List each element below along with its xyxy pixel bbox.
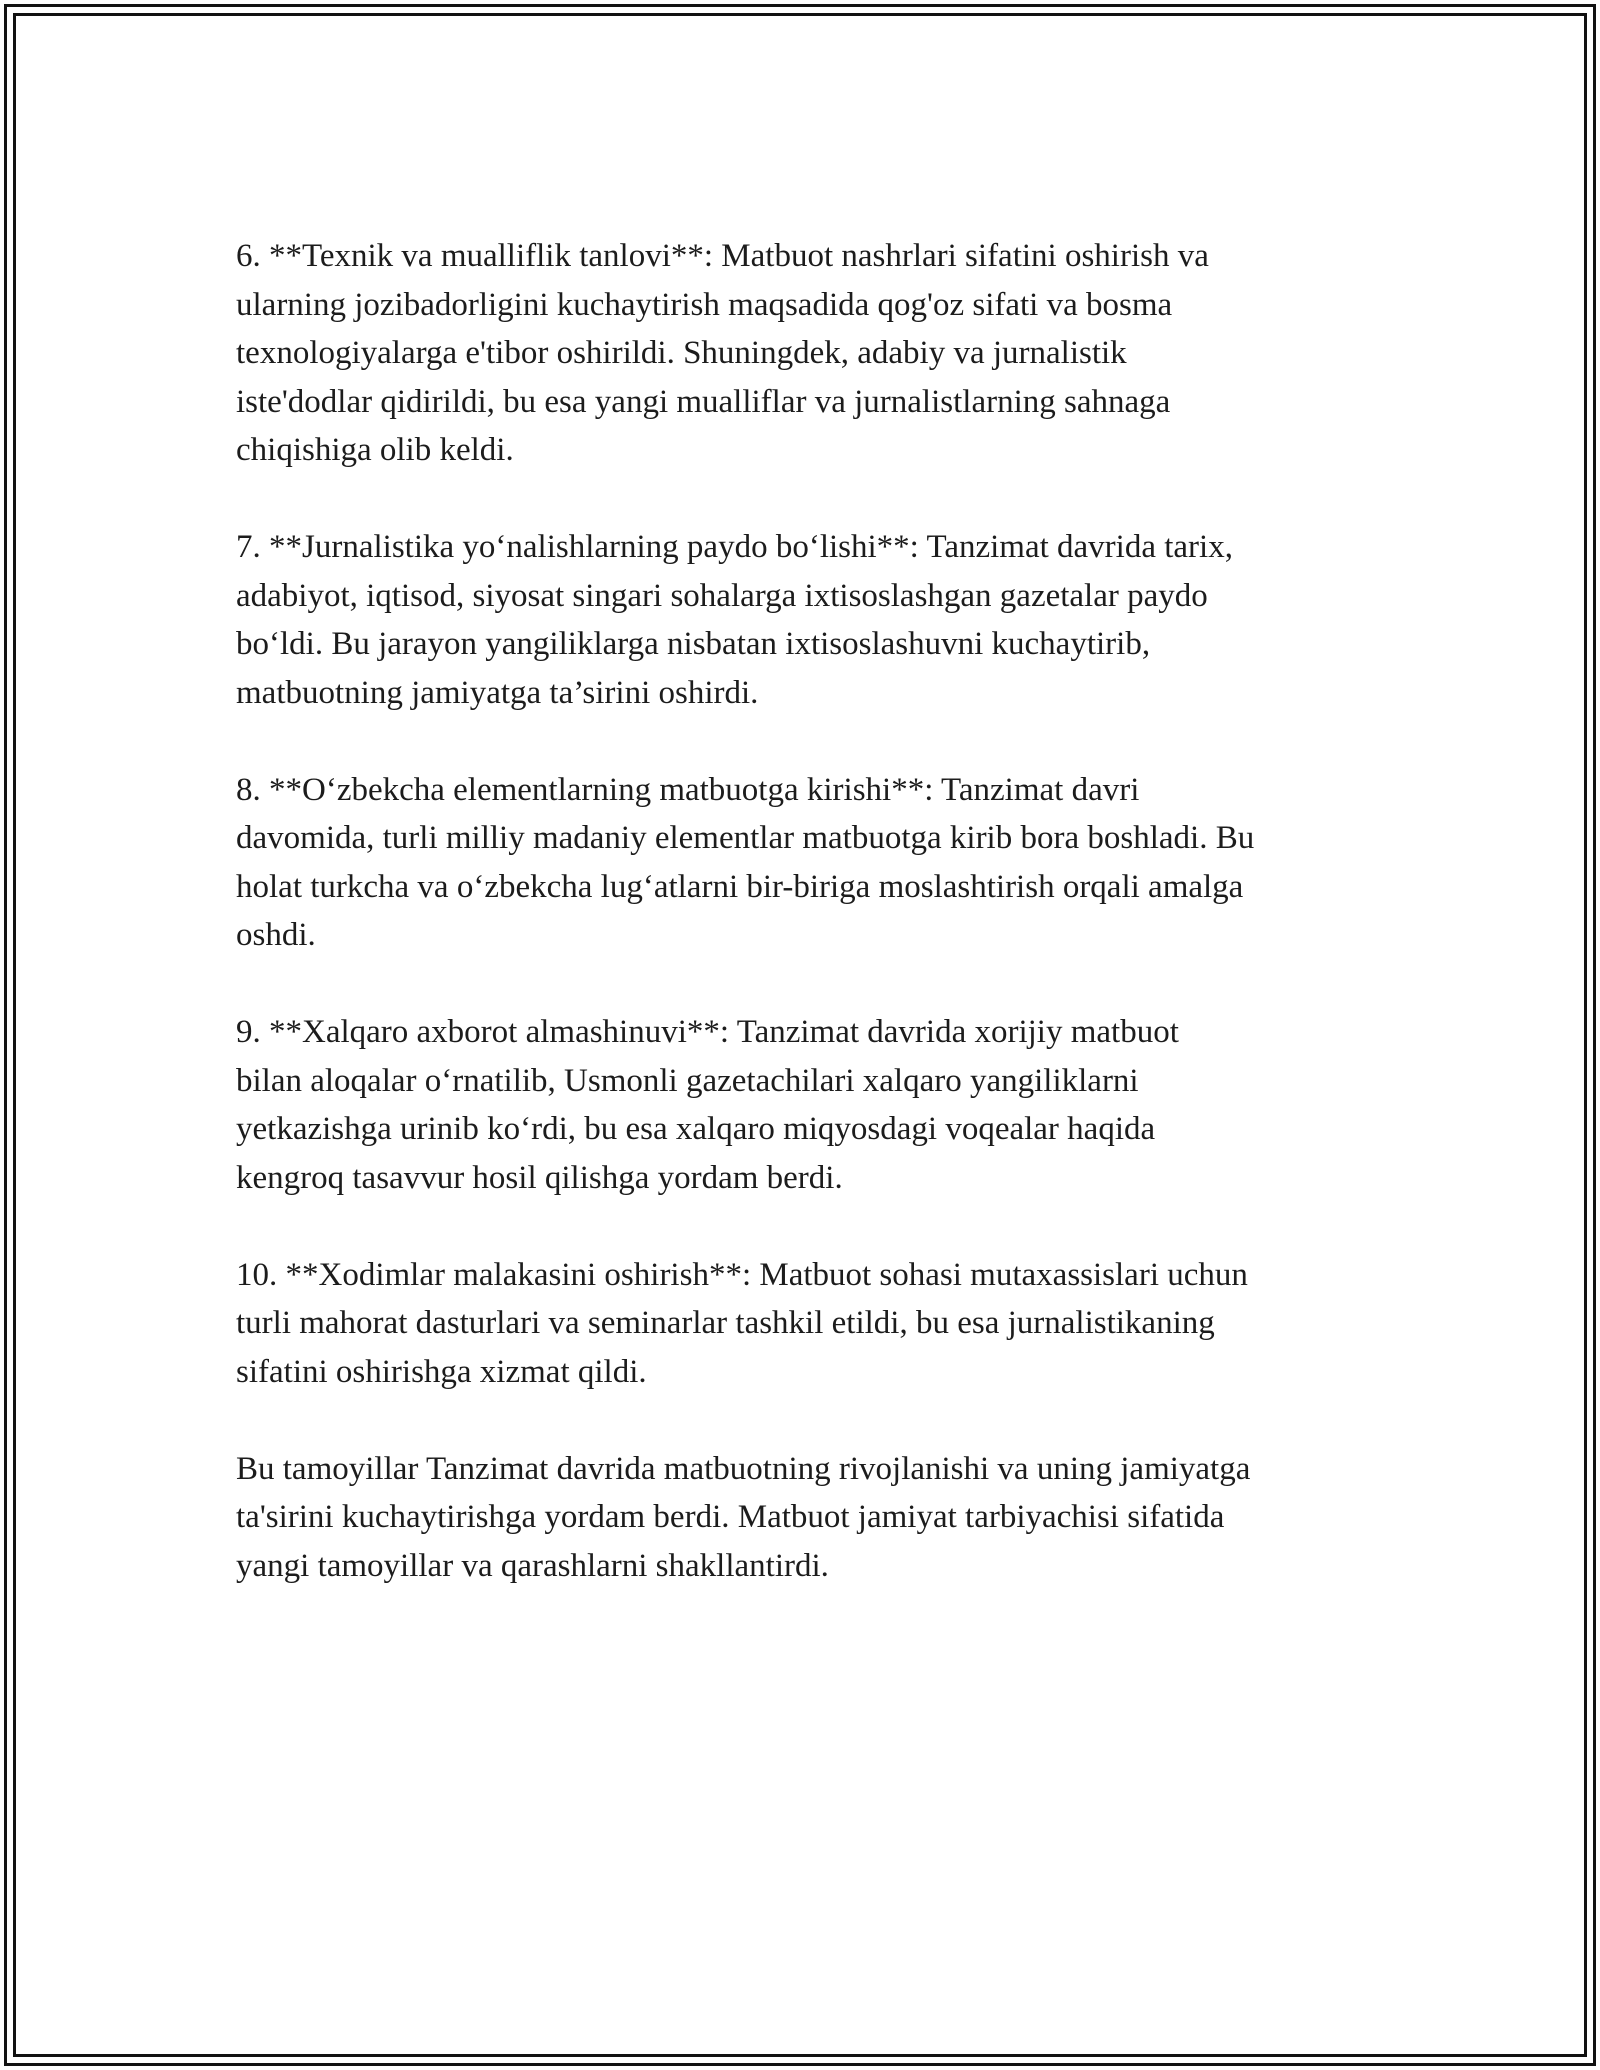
- paragraph-item-7: [236, 523, 1386, 717]
- paragraph-item-9: [236, 1008, 1386, 1202]
- text-line: sifatini oshirishga xizmat qildi.: [236, 1353, 647, 1390]
- text-line: davomida, turli milliy madaniy elementlar matbuotga kirib bora boshladi. Bu: [236, 820, 1255, 856]
- paragraph-conclusion: [236, 1445, 1386, 1591]
- text-line: 6. **Texnik va mualliflik tanlovi**: Matbuot nashrlari sifatini oshirish va: [236, 238, 1209, 274]
- text-line: 8. **O‘zbekcha elementlarning matbuotga kirishi**: Tanzimat davri: [236, 771, 1140, 808]
- text-line: chiqishiga olib keldi.: [236, 432, 514, 468]
- text-line: oshdi.: [236, 917, 316, 953]
- text-line: kengroq tasavvur hosil qilishga yordam berdi.: [236, 1159, 843, 1196]
- text-line: matbuotning jamiyatga ta’sirini oshirdi.: [236, 674, 759, 711]
- text-line: bilan aloqalar o‘rnatilib, Usmonli gazetachilari xalqaro yangiliklarni: [236, 1062, 1139, 1099]
- text-line: 7. **Jurnalistika yo‘nalishlarning paydo bo‘lishi**: Tanzimat davrida tarix,: [236, 529, 1233, 565]
- text-line: ta'sirini kuchaytirishga yordam berdi. Matbuot jamiyat tarbiyachisi sifatida: [236, 1499, 1225, 1535]
- text-line: ularning jozibadorligini kuchaytirish maqsadida qog'oz sifati va bosma: [236, 286, 1173, 323]
- text-line: texnologiyalarga e'tibor oshirildi. Shuningdek, adabiy va jurnalistik: [236, 335, 1127, 371]
- paragraph-item-10: [236, 1251, 1386, 1397]
- text-line: yangi tamoyillar va qarashlarni shakllantirdi.: [236, 1547, 829, 1584]
- text-line: 9. **Xalqaro axborot almashinuvi**: Tanzimat davrida xorijiy matbuot: [236, 1014, 1179, 1050]
- text-line: adabiyot, iqtisod, siyosat singari sohalarga ixtisoslashgan gazetalar paydo: [236, 577, 1208, 614]
- text-line: iste'dodlar qidirildi, bu esa yangi mualliflar va jurnalistlarning sahnaga: [236, 383, 1171, 420]
- text-line: turli mahorat dasturlari va seminarlar tashkil etildi, bu esa jurnalistikaning: [236, 1305, 1215, 1341]
- text-line: Bu tamoyillar Tanzimat davrida matbuotning rivojlanishi va uning jamiyatga: [236, 1450, 1251, 1487]
- text-line: 10. **Xodimlar malakasini oshirish**: Matbuot sohasi mutaxassislari uchun: [236, 1256, 1248, 1293]
- paragraph-item-6: [236, 232, 1386, 475]
- text-line: yetkazishga urinib ko‘rdi, bu esa xalqaro miqyosdagi voqealar haqida: [236, 1111, 1156, 1147]
- text-line: holat turkcha va o‘zbekcha lug‘atlarni bir-biriga moslashtirish orqali amalga: [236, 868, 1244, 905]
- paragraph-item-8: [236, 766, 1386, 960]
- text-line: bo‘ldi. Bu jarayon yangiliklarga nisbatan ixtisoslashuvni kuchaytirib,: [236, 626, 1151, 662]
- document-body: [236, 232, 1386, 1639]
